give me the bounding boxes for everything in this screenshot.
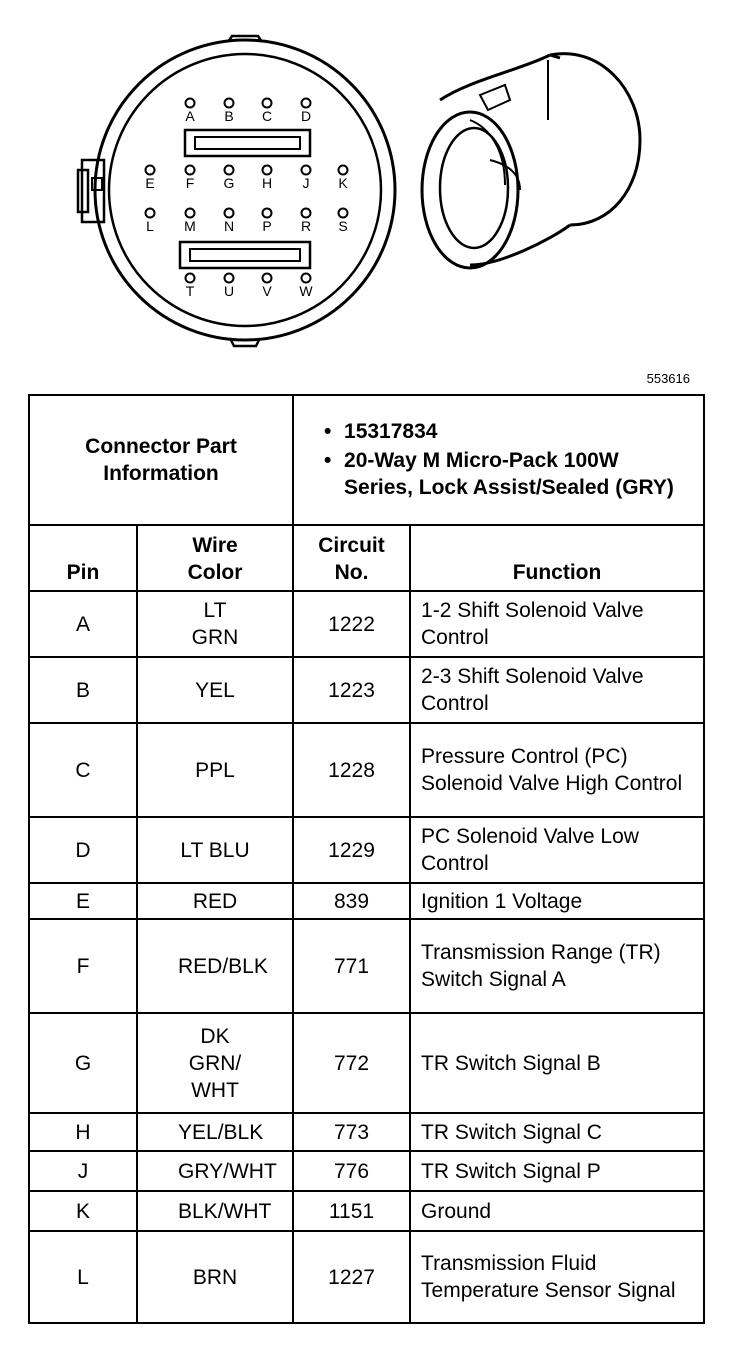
pin-cavity bbox=[339, 166, 348, 175]
pin-cavity bbox=[263, 209, 272, 218]
pin-cavity bbox=[263, 99, 272, 108]
pin-cell: D bbox=[29, 817, 137, 883]
connector-info-row bbox=[29, 395, 704, 525]
circuit-cell: 1228 bbox=[293, 723, 410, 817]
pin-letter: T bbox=[185, 283, 195, 299]
circuit-cell: 1227 bbox=[293, 1231, 410, 1323]
pin-cell: L bbox=[29, 1231, 137, 1323]
wire-color-cell: RED bbox=[137, 883, 293, 919]
pin-letter: R bbox=[300, 218, 312, 234]
wire-color-cell: RED/BLK bbox=[137, 919, 293, 1013]
function-cell: 2-3 Shift Solenoid Valve Control bbox=[410, 657, 704, 723]
pin-letter: B bbox=[224, 108, 234, 124]
pin-letter: M bbox=[184, 218, 196, 234]
pin-letter: D bbox=[300, 108, 312, 124]
pin-letter: E bbox=[145, 175, 155, 191]
circuit-cell: 771 bbox=[293, 919, 410, 1013]
pin-letter: F bbox=[185, 175, 195, 191]
wire-color-cell: YEL/BLK bbox=[137, 1113, 293, 1151]
function-cell: Transmission Fluid Temperature Sensor Signal bbox=[410, 1231, 704, 1323]
pin-row bbox=[29, 1113, 704, 1151]
column-header-row bbox=[29, 525, 704, 591]
circuit-cell: 1229 bbox=[293, 817, 410, 883]
connector-info-label: Connector Part Information bbox=[29, 395, 293, 525]
wire-color-header: Wire Color bbox=[137, 525, 293, 591]
connector-face bbox=[78, 36, 395, 346]
pin-letter: W bbox=[299, 283, 313, 299]
pin-cell: K bbox=[29, 1191, 137, 1231]
pin-row bbox=[29, 1151, 704, 1191]
pin-cell: E bbox=[29, 883, 137, 919]
circuit-cell: 1151 bbox=[293, 1191, 410, 1231]
wire-color-cell: BLK/WHT bbox=[137, 1191, 293, 1231]
connector-drawing bbox=[0, 0, 736, 370]
circuit-cell: 1223 bbox=[293, 657, 410, 723]
pin-row bbox=[29, 1013, 704, 1113]
pin-row bbox=[29, 817, 704, 883]
circuit-cell: 839 bbox=[293, 883, 410, 919]
circuit-cell: 772 bbox=[293, 1013, 410, 1113]
circuit-cell: 776 bbox=[293, 1151, 410, 1191]
circuit-cell: 773 bbox=[293, 1113, 410, 1151]
pin-letter: K bbox=[338, 175, 348, 191]
function-cell: 1-2 Shift Solenoid Valve Control bbox=[410, 591, 704, 657]
function-cell: TR Switch Signal P bbox=[410, 1151, 704, 1191]
pin-cavity bbox=[186, 166, 195, 175]
pin-cavity bbox=[146, 166, 155, 175]
function-cell: PC Solenoid Valve Low Control bbox=[410, 817, 704, 883]
wire-color-cell: YEL bbox=[137, 657, 293, 723]
pin-row bbox=[29, 919, 704, 1013]
pin-row bbox=[29, 723, 704, 817]
wire-color-cell: DK GRN/ WHT bbox=[137, 1013, 293, 1113]
pin-header: Pin bbox=[29, 525, 137, 591]
wire-color-cell: LT BLU bbox=[137, 817, 293, 883]
function-cell: Ignition 1 Voltage bbox=[410, 883, 704, 919]
pin-letter: J bbox=[302, 175, 310, 191]
connector-info-details bbox=[293, 395, 704, 525]
pin-row bbox=[29, 1231, 704, 1323]
wire-color-cell: GRY/WHT bbox=[137, 1151, 293, 1191]
pin-cell: A bbox=[29, 591, 137, 657]
function-cell: Pressure Control (PC) Solenoid Valve High Control bbox=[410, 723, 704, 817]
pin-row bbox=[29, 883, 704, 919]
function-cell: Ground bbox=[410, 1191, 704, 1231]
pin-row bbox=[29, 1191, 704, 1231]
pin-cavity bbox=[302, 274, 311, 283]
pin-cavity bbox=[302, 99, 311, 108]
pin-letter: V bbox=[262, 283, 272, 299]
pinout-table bbox=[28, 394, 705, 1324]
wire-color-cell: BRN bbox=[137, 1231, 293, 1323]
connector-description: • 20-Way M Micro-Pack 100W Series, Lock Assist/Sealed (GRY) bbox=[344, 447, 693, 501]
pin-cavity bbox=[225, 274, 234, 283]
pin-letter: C bbox=[261, 108, 273, 124]
diagram-id: 553616 bbox=[646, 371, 690, 386]
pin-letter: S bbox=[338, 218, 348, 234]
function-cell: Transmission Range (TR) Switch Signal A bbox=[410, 919, 704, 1013]
pin-cavity bbox=[263, 166, 272, 175]
connector-side-view bbox=[422, 54, 640, 268]
function-cell: TR Switch Signal B bbox=[410, 1013, 704, 1113]
wire-color-cell: PPL bbox=[137, 723, 293, 817]
pin-cell: G bbox=[29, 1013, 137, 1113]
pin-cavity bbox=[263, 274, 272, 283]
pin-letter: A bbox=[185, 108, 195, 124]
pin-cavity bbox=[146, 209, 155, 218]
pin-cavity bbox=[339, 209, 348, 218]
pin-letter: G bbox=[223, 175, 235, 191]
pin-letter: H bbox=[261, 175, 273, 191]
pin-cavity bbox=[186, 209, 195, 218]
pin-cell: F bbox=[29, 919, 137, 1013]
pin-cavity bbox=[225, 99, 234, 108]
pin-cell: C bbox=[29, 723, 137, 817]
pin-letter: L bbox=[146, 218, 154, 234]
pin-row bbox=[29, 657, 704, 723]
pin-cavity bbox=[302, 209, 311, 218]
pin-letter: P bbox=[262, 218, 272, 234]
circuit-no-header: Circuit No. bbox=[293, 525, 410, 591]
pin-cell: J bbox=[29, 1151, 137, 1191]
pin-row bbox=[29, 591, 704, 657]
function-cell: TR Switch Signal C bbox=[410, 1113, 704, 1151]
wire-color-cell: LT GRN bbox=[137, 591, 293, 657]
part-number: • 15317834 bbox=[344, 418, 693, 445]
pin-cavity bbox=[186, 99, 195, 108]
pin-cavity bbox=[186, 274, 195, 283]
pin-cell: B bbox=[29, 657, 137, 723]
circuit-cell: 1222 bbox=[293, 591, 410, 657]
pin-cavity bbox=[225, 166, 234, 175]
pin-cavity bbox=[302, 166, 311, 175]
pin-cavity bbox=[225, 209, 234, 218]
pin-cell: H bbox=[29, 1113, 137, 1151]
pin-letter: U bbox=[223, 283, 235, 299]
pin-letter: N bbox=[223, 218, 235, 234]
function-header: Function bbox=[410, 525, 704, 591]
